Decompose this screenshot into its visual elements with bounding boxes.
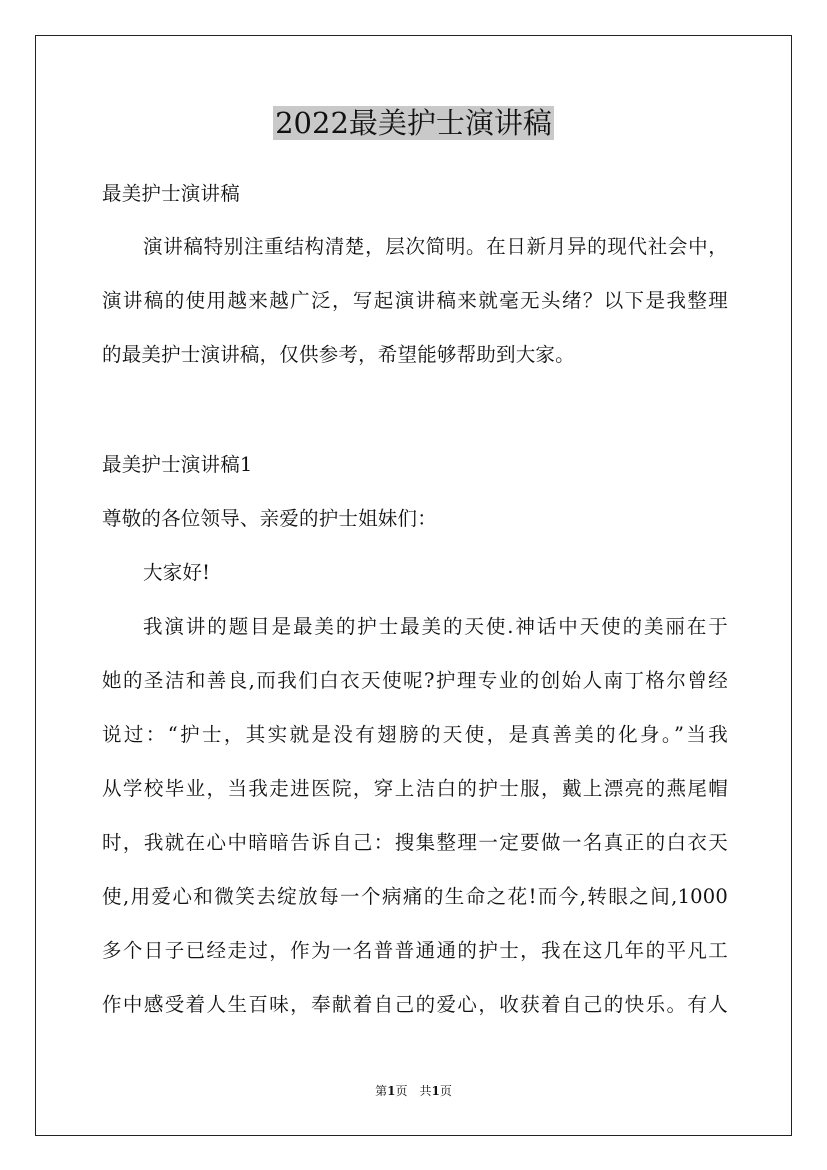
document-title <box>0 102 827 144</box>
body-line-5: 时，我就在心中暗暗告诉自己：搜集整理一定要做一名真正的白衣天 <box>102 831 728 854</box>
page-footer <box>0 1083 827 1099</box>
document-title-text: 2022最美护士演讲稿 <box>275 106 552 140</box>
intro-line-3: 的最美护士演讲稿，仅供参考，希望能够帮助到大家。 <box>102 343 575 366</box>
footer-page-suffix: 页 <box>439 1084 452 1098</box>
salutation: 尊敬的各位领导、亲爱的护士姐妹们： <box>102 507 437 530</box>
intro-line-1: 演讲稿特别注重结构清楚，层次简明。在日新月异的现代社会中， <box>143 235 728 258</box>
body-line-8: 作中感受着人生百味，奉献着自己的爱心，收获着自己的快乐。有人 <box>102 993 728 1016</box>
body-line-3: 说过：“护士，其实就是没有翅膀的天使，是真善美的化身。”当我 <box>102 723 728 746</box>
greeting: 大家好! <box>143 561 211 584</box>
document-subtitle: 最美护士演讲稿 <box>102 182 240 205</box>
section-heading: 最美护士演讲稿1 <box>102 453 253 476</box>
footer-page-total: 1 <box>431 1084 440 1098</box>
body-line-6: 使,用爱心和微笑去绽放每一个病痛的生命之花!而今,转眼之间,1000 <box>102 885 728 908</box>
body-line-7: 多个日子已经走过，作为一名普普通通的护士，我在这几年的平凡工 <box>102 939 728 962</box>
footer-page-prefix: 第 <box>375 1084 388 1098</box>
intro-line-2: 演讲稿的使用越来越广泛，写起演讲稿来就毫无头绪？以下是我整理 <box>102 289 728 312</box>
footer-page-mid: 页 共 <box>395 1084 432 1098</box>
body-line-4: 从学校毕业，当我走进医院，穿上洁白的护士服，戴上漂亮的燕尾帽 <box>102 777 728 800</box>
body-line-2: 她的圣洁和善良,而我们白衣天使呢?护理专业的创始人南丁格尔曾经 <box>102 669 728 692</box>
footer-page-number: 1 <box>387 1084 396 1098</box>
body-line-1: 我演讲的题目是最美的护士最美的天使.神话中天使的美丽在于 <box>143 615 728 638</box>
